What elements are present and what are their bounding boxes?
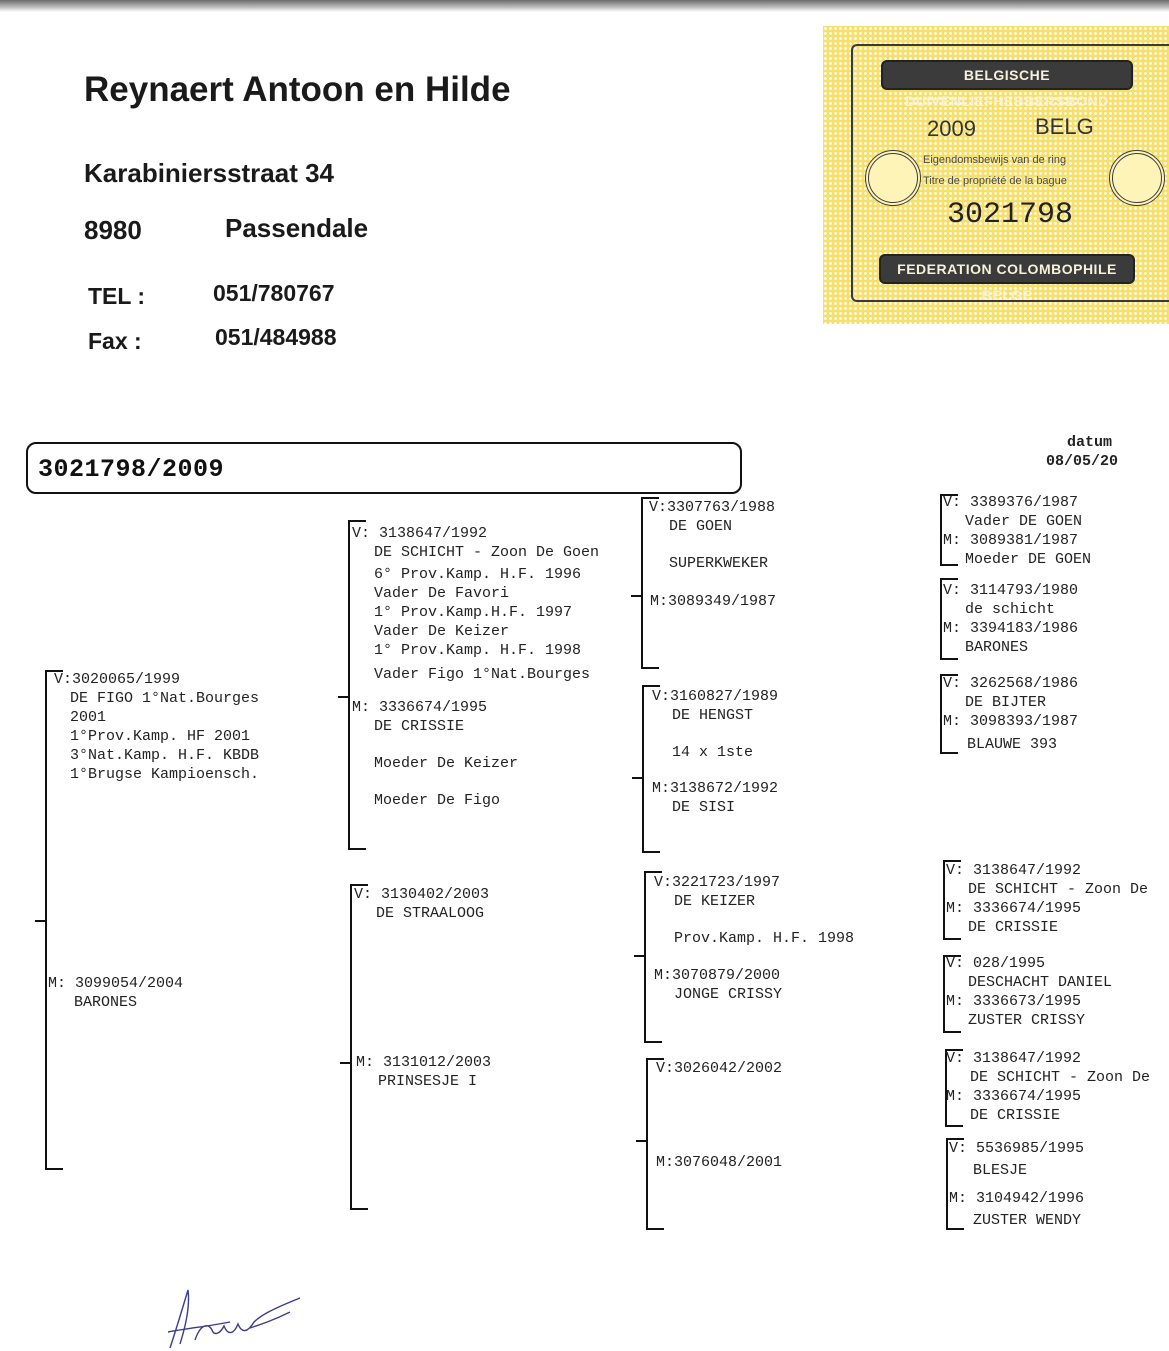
dd-line: PRINSESJE I	[378, 1073, 478, 1090]
stamp-bottom-banner: FEDERATION COLOMBOPHILE BELGE	[879, 254, 1135, 284]
tel-value: 051/780767	[213, 280, 335, 306]
stamp-year: 2009	[927, 116, 976, 141]
sire-line: 1°Prov.Kamp. HF 2001	[70, 728, 251, 745]
dss-line: Prov.Kamp. H.F. 1998	[674, 930, 855, 947]
ring-certificate-stamp	[823, 26, 1169, 324]
dsd-block	[654, 966, 782, 1004]
dam-line: M: 3099054/2004	[48, 975, 184, 992]
gen4-line: M: 3394183/1986	[943, 620, 1079, 637]
dss-block	[654, 873, 854, 948]
stamp-country: BELG	[1035, 114, 1094, 139]
gen1-connector	[35, 920, 47, 922]
dd-line: M: 3131012/2003	[356, 1054, 492, 1071]
gen4-line: DE BIJTER	[965, 694, 1047, 711]
ssd-line: M:3089349/1987	[650, 593, 777, 610]
gen2-sire-connector	[338, 696, 350, 698]
stamp-line-fr: Titre de propriété de la bague	[923, 175, 1067, 187]
dds-line: V:3026042/2002	[656, 1060, 783, 1077]
gen4-line: M: 3104942/1996	[949, 1190, 1085, 1207]
gen4-line: ZUSTER WENDY	[973, 1212, 1082, 1229]
stamp-top-banner: BELGISCHE DUIVENLIEFHEBBERSBOND	[881, 60, 1133, 90]
gen4-line: V: 5536985/1995	[949, 1140, 1085, 1157]
gen4-line: DE SCHICHT - Zoon De	[968, 881, 1149, 898]
gen3-bracket-1	[641, 497, 643, 669]
gen4-line: BARONES	[965, 639, 1029, 656]
gen4-line: M: 3089381/1987	[943, 532, 1079, 549]
sds-line: 14 x 1ste	[672, 744, 754, 761]
gen3-connector-4	[636, 1140, 648, 1142]
gen3-bracket-3	[644, 871, 646, 1043]
gen2-dam-connector	[340, 1062, 352, 1064]
ssd-block	[650, 592, 776, 611]
dss-line: V:3221723/1997	[654, 874, 781, 891]
gen4-block-7	[949, 1139, 1084, 1230]
gen3-bracket-4	[646, 1058, 648, 1230]
sire-line: 1°Brugse Kampioensch.	[70, 766, 260, 783]
gen4-line: V: 028/1995	[946, 955, 1046, 972]
crown-emblem-icon	[1109, 150, 1165, 206]
sire-line: DE FIGO 1°Nat.Bourges	[70, 690, 260, 707]
dds-block	[656, 1059, 782, 1078]
sd-line: M: 3336674/1995	[352, 699, 488, 716]
stamp-ring-number: 3021798	[947, 198, 1074, 232]
gen4-bracket-4	[943, 860, 945, 940]
gen4-bracket-5	[943, 955, 945, 1033]
sd-line: Moeder De Keizer	[374, 755, 519, 772]
ss-line: Vader Figo 1°Nat.Bourges	[374, 666, 591, 683]
sire-line: 3°Nat.Kamp. H.F. KBDB	[70, 747, 260, 764]
sire-line: 2001	[70, 709, 107, 726]
sss-line: V:3307763/1988	[649, 499, 776, 516]
scan-top-edge	[0, 0, 1169, 12]
gen4-block-5	[946, 954, 1112, 1030]
sdd-line: M:3138672/1992	[652, 780, 779, 797]
gen4-line: M: 3336674/1995	[946, 1088, 1082, 1105]
sss-block	[649, 498, 775, 573]
gen4-block-2	[943, 581, 1078, 657]
sd-line: Moeder De Figo	[374, 792, 501, 809]
sdd-line: DE SISI	[672, 799, 736, 816]
sd-line: DE CRISSIE	[374, 718, 465, 735]
gen4-line: de schicht	[965, 601, 1056, 618]
gen4-line: V: 3389376/1987	[943, 494, 1079, 511]
gen4-line: V: 3138647/1992	[946, 862, 1082, 879]
signature-icon	[150, 1270, 320, 1351]
ddd-line: M:3076048/2001	[656, 1154, 783, 1171]
sdd-block	[652, 779, 778, 817]
ds-line: V: 3130402/2003	[354, 886, 490, 903]
gen4-line: DE CRISSIE	[970, 1107, 1061, 1124]
gen3-bracket-2	[642, 685, 644, 853]
gen4-line: M: 3098393/1987	[943, 713, 1079, 730]
gen4-line: Vader DE GOEN	[965, 513, 1083, 530]
gen4-bracket-2	[940, 578, 942, 660]
gen3-connector-1	[631, 595, 643, 597]
dsd-line: M:3070879/2000	[654, 967, 781, 984]
sss-line: SUPERKWEKER	[669, 555, 769, 572]
dsd-line: JONGE CRISSY	[674, 986, 783, 1003]
pigeon-id-box	[26, 442, 742, 494]
stamp-line-nl: Eigendomsbewijs van de ring	[923, 154, 1067, 166]
sss-line: DE GOEN	[669, 518, 733, 535]
ss-line: Vader De Favori	[374, 585, 510, 602]
gen4-block-4	[946, 861, 1148, 937]
ss-line: 1° Prov.Kamp. H.F. 1998	[374, 642, 582, 659]
gen4-block-1	[943, 493, 1091, 569]
tel-label: TEL :	[88, 283, 146, 309]
datum-value: 08/05/20	[1046, 453, 1119, 470]
postal-code: 8980	[84, 215, 142, 245]
gen4-block-3	[943, 674, 1078, 754]
gen4-line: DE SCHICHT - Zoon De	[970, 1069, 1151, 1086]
sire-dam-block	[352, 698, 518, 810]
gen4-line: M: 3336673/1995	[946, 993, 1082, 1010]
datum-label: datum	[1067, 434, 1113, 451]
ss-line: Vader De Keizer	[374, 623, 510, 640]
street-address: Karabiniersstraat 34	[84, 158, 335, 188]
gen4-bracket-3	[940, 674, 942, 754]
ss-line: 6° Prov.Kamp. H.F. 1996	[374, 566, 582, 583]
ss-line: V: 3138647/1992	[352, 525, 488, 542]
gen4-line: BLAUWE 393	[967, 736, 1058, 753]
gen4-line: DE CRISSIE	[968, 919, 1059, 936]
gen4-bracket-7	[946, 1138, 948, 1230]
sire-block	[54, 670, 259, 784]
gen4-line: ZUSTER CRISSY	[968, 1012, 1086, 1029]
gen4-line: V: 3114793/1980	[943, 582, 1079, 599]
sds-line: DE HENGST	[672, 707, 754, 724]
gen4-line: DESCHACHT DANIEL	[968, 974, 1113, 991]
dam-line: BARONES	[74, 994, 138, 1011]
gen2-sire-bracket	[348, 520, 350, 850]
sds-block	[652, 687, 778, 762]
gen4-line: M: 3336674/1995	[946, 900, 1082, 917]
sds-line: V:3160827/1989	[652, 688, 779, 705]
fax-value: 051/484988	[215, 324, 337, 350]
pigeon-id: 3021798/2009	[38, 455, 225, 484]
dam-sire-block	[354, 885, 489, 923]
sire-sire-block	[352, 524, 599, 684]
dam-block	[48, 974, 183, 1012]
gen4-block-6	[946, 1049, 1150, 1125]
gen4-line: V: 3138647/1992	[946, 1050, 1082, 1067]
dam-dam-block	[356, 1053, 491, 1091]
ds-line: DE STRAALOOG	[376, 905, 485, 922]
owner-name: Reynaert Antoon en Hilde	[84, 70, 511, 109]
gen4-line: V: 3262568/1986	[943, 675, 1079, 692]
ss-line: DE SCHICHT - Zoon De Goen	[374, 544, 600, 561]
ss-line: 1° Prov.Kamp.H.F. 1997	[374, 604, 573, 621]
fax-label: Fax :	[88, 328, 142, 354]
sire-line: V:3020065/1999	[54, 671, 181, 688]
gen4-line: Moeder DE GOEN	[965, 551, 1092, 568]
gen3-connector-3	[634, 955, 646, 957]
seal-emblem-icon	[865, 150, 921, 206]
ddd-block	[656, 1153, 782, 1172]
gen4-bracket-1	[940, 494, 942, 566]
city: Passendale	[225, 213, 369, 243]
gen3-connector-2	[632, 777, 644, 779]
gen2-dam-bracket	[350, 884, 352, 1210]
gen1-bracket	[45, 670, 47, 1170]
dss-line: DE KEIZER	[674, 893, 756, 910]
gen4-line: BLESJE	[973, 1162, 1028, 1179]
